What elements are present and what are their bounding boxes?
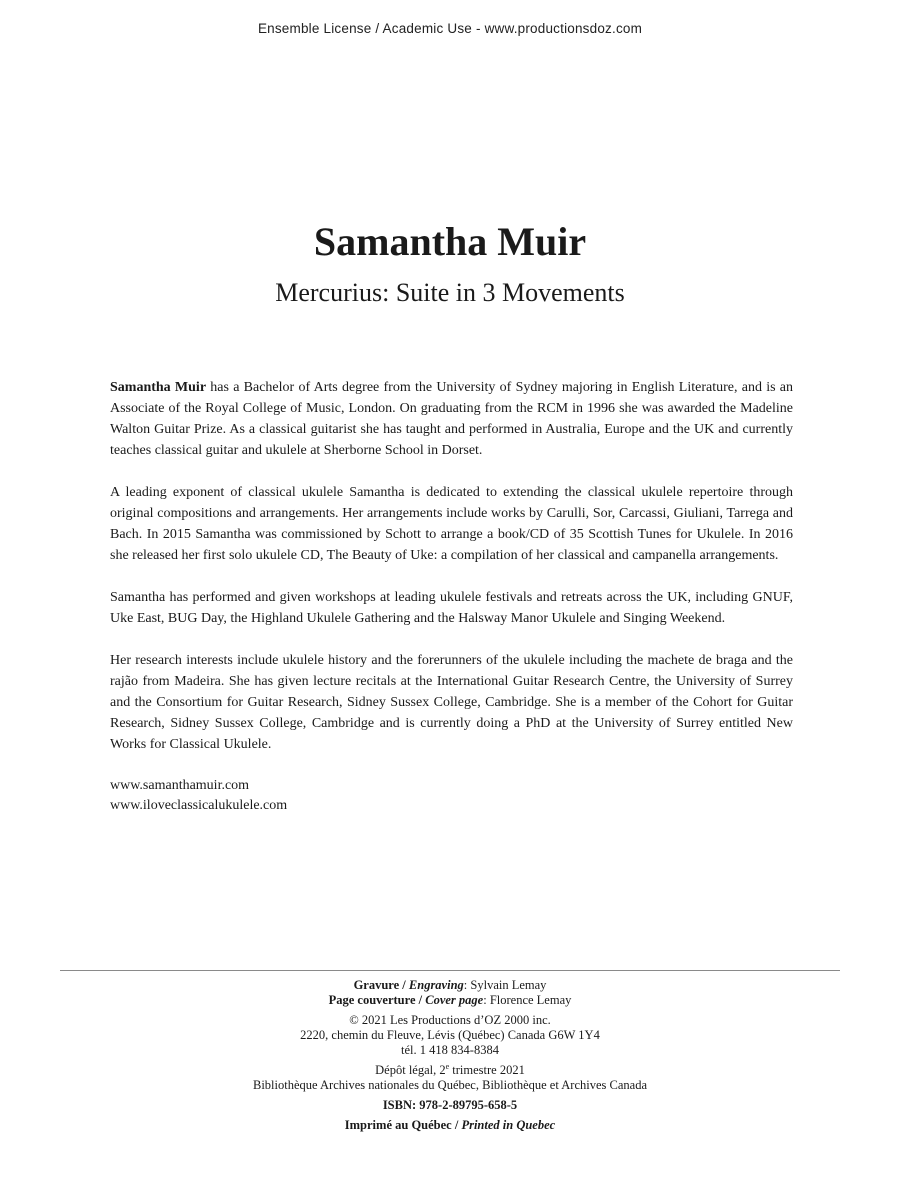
biography <box>110 377 793 816</box>
cover-credit: Page couverture / Cover page: Florence Lemay <box>328 993 572 1007</box>
publisher-phone: tél. 1 418 834-8384 <box>401 1043 499 1057</box>
printed-in: Imprimé au Québec / Printed in Quebec <box>344 1118 556 1132</box>
isbn: ISBN: 978-2-89795-658-5 <box>382 1098 518 1112</box>
bio-name: Samantha Muir <box>110 380 207 395</box>
copyright: © 2021 Les Productions d’OZ 2000 inc. <box>349 1013 551 1027</box>
bio-paragraph-1 <box>110 377 793 461</box>
page-title: Samantha Muir <box>313 219 587 264</box>
legal-deposit: Dépôt légal, 2e trimestre 2021 <box>375 1061 525 1077</box>
page-subtitle: Mercurius: Suite in 3 Movements <box>275 278 625 307</box>
license-header: Ensemble License / Academic Use - www.productionsdoz.com <box>257 21 643 36</box>
website-link[interactable]: www.samanthamuir.com <box>110 778 250 793</box>
website-links <box>110 776 793 816</box>
footer-divider <box>60 970 840 971</box>
bio-paragraph-2: A leading exponent of classical ukulele Samantha is dedicated to extending the classical ukulele repertoire through original compositions and arrangements. Her arrangements include works by Carulli, Sor, Carcassi, Giuliani, Tarrega and Bach. In 2015 Samantha was commissioned by Schott to arrange a book/CD of 35 Scottish Tunes for Ukulele. In 2016 she released her first solo ukulele CD, The Beauty of Uke: a compilation of her classical and campanella arrangements. <box>110 485 793 563</box>
publisher-address: 2220, chemin du Fleuve, Lévis (Québec) Canada G6W 1Y4 <box>300 1028 600 1042</box>
libraries: Bibliothèque Archives nationales du Québec, Bibliothèque et Archives Canada <box>253 1078 647 1092</box>
bio-paragraph-1-text: has a Bachelor of Arts degree from the University of Sydney majoring in English Literature, and is an Associate of the Royal College of Music, London. On graduating from the RCM in 1996 she was awarded the Madeline Walton Guitar Prize. As a classical guitarist she has taught and performed in Australia, Europe and the UK and currently teaches classical guitar and ukulele at Sherborne School in Dorset. <box>110 380 793 458</box>
website-link[interactable]: www.iloveclassicalukulele.com <box>110 798 288 813</box>
colophon <box>0 978 900 1133</box>
bio-paragraph-4: Her research interests include ukulele history and the forerunners of the ukulele including the machete de braga and the rajão from Madeira. She has given lecture recitals at the International Guitar Research Centre, the University of Surrey and the Consortium for Guitar Research, Sidney Sussex College, Cambridge. She is a member of the Cohort for Guitar Research, Sidney Sussex College, Cambridge and is currently doing a PhD at the University of Surrey entitled New Works for Classical Ukulele. <box>110 653 793 752</box>
bio-paragraph-3: Samantha has performed and given workshops at leading ukulele festivals and retreats across the UK, including GNUF, Uke East, BUG Day, the Highland Ukulele Gathering and the Halsway Manor Ukulele and Singing Weekend. <box>110 590 793 626</box>
engraving-credit: Gravure / Engraving: Sylvain Lemay <box>353 978 547 992</box>
